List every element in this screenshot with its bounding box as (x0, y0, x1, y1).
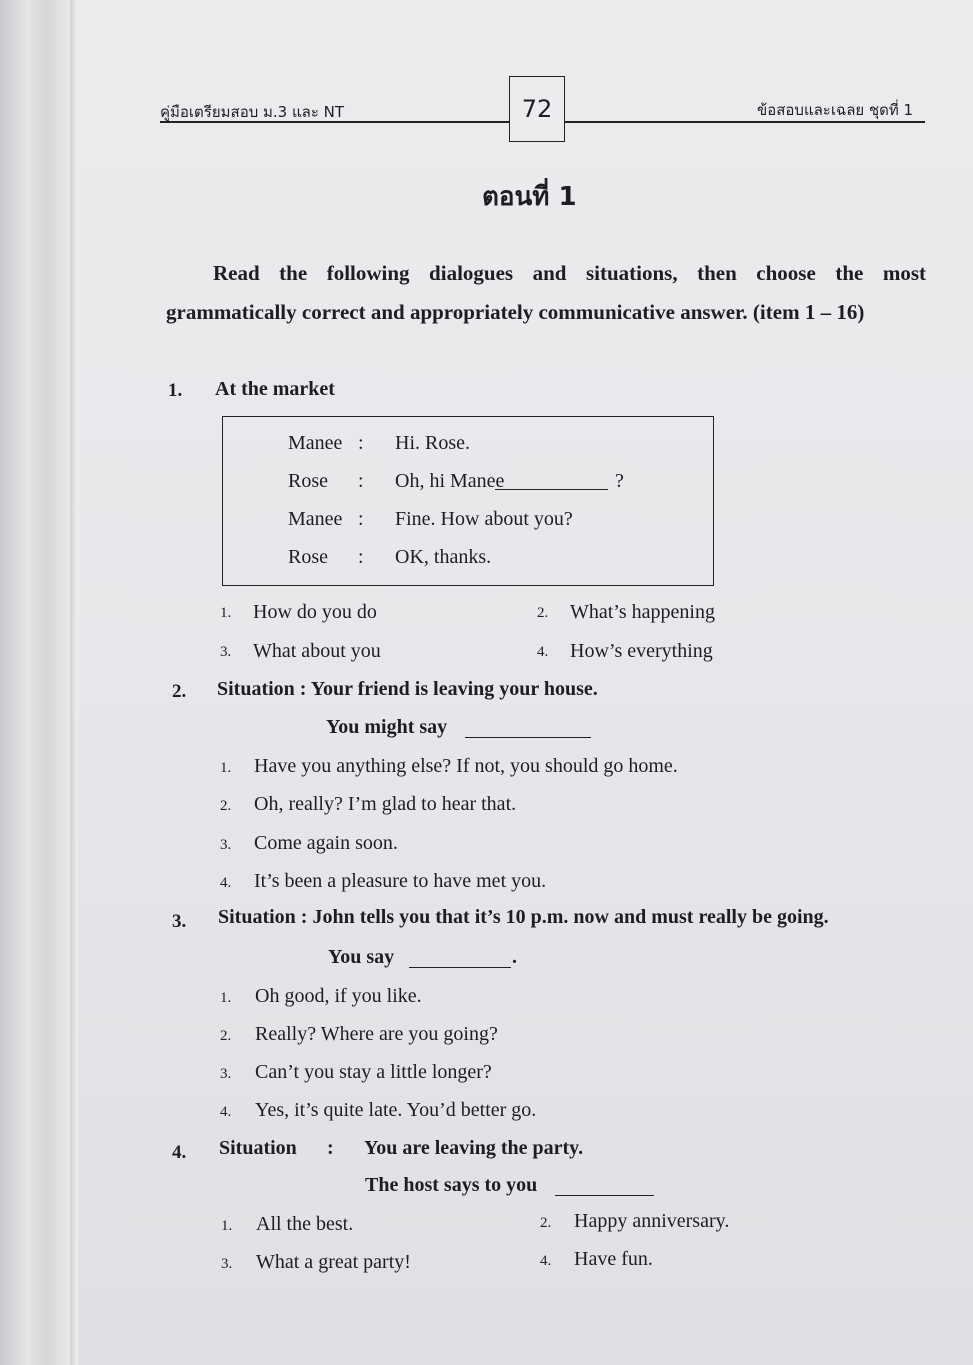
option-text[interactable]: Happy anniversary. (574, 1210, 730, 1232)
q3-prompt-period: . (512, 946, 517, 968)
q1-title: At the market (215, 378, 335, 400)
option-number: 2. (220, 798, 232, 814)
option-number: 3. (221, 1256, 233, 1272)
q2-situation: Situation : Your friend is leaving your house. (217, 678, 598, 700)
q4-situation-label: Situation (219, 1137, 297, 1159)
option-number: 1. (220, 760, 232, 776)
dialogue-line: OK, thanks. (395, 546, 492, 568)
dialogue-colon: : (358, 470, 364, 492)
option-number: 2. (537, 605, 549, 621)
dialogue-line: Fine. How about you? (395, 508, 573, 530)
option-number: 3. (220, 644, 232, 660)
instructions-line-1: Read the following dialogues and situations, then choose the most (213, 261, 926, 285)
q3-number: 3. (172, 911, 187, 932)
option-text[interactable]: Yes, it’s quite late. You’d better go. (255, 1099, 537, 1121)
option-number: 1. (220, 990, 232, 1006)
dialogue-colon: : (358, 508, 364, 530)
option-number: 3. (220, 1066, 232, 1082)
dialogue-speaker: Manee (288, 508, 343, 530)
option-text[interactable]: How do you do (253, 601, 377, 623)
answer-blank (555, 1179, 654, 1196)
book-spine (0, 0, 78, 1365)
option-text[interactable]: It’s been a pleasure to have met you. (254, 870, 547, 892)
option-text[interactable]: How’s everything (570, 640, 713, 662)
answer-blank (465, 721, 591, 738)
option-number: 4. (540, 1253, 552, 1269)
header-left: คู่มือเตรียมสอบ ม.3 และ NT (160, 103, 345, 121)
q4-number: 4. (172, 1142, 187, 1163)
dialogue-question-mark: ? (615, 470, 624, 492)
option-number: 4. (537, 644, 549, 660)
option-text[interactable]: Have fun. (574, 1248, 653, 1270)
q4-situation-colon: : (327, 1137, 334, 1159)
option-text[interactable]: What a great party! (256, 1251, 411, 1273)
dialogue-speaker: Manee (288, 432, 343, 454)
q1-number: 1. (168, 380, 183, 401)
spine-shadow (70, 0, 78, 1365)
option-text[interactable]: All the best. (256, 1213, 354, 1235)
option-text[interactable]: Oh good, if you like. (255, 985, 422, 1007)
option-number: 2. (540, 1215, 552, 1231)
answer-blank (409, 951, 511, 968)
dialogue-speaker: Rose (288, 470, 328, 492)
option-number: 1. (220, 605, 232, 621)
q2-number: 2. (172, 681, 187, 702)
dialogue-line: Oh, hi Manee (395, 470, 505, 492)
q4-situation-text: You are leaving the party. (364, 1137, 584, 1159)
dialogue-speaker: Rose (288, 546, 328, 568)
header-rule-left (160, 121, 509, 123)
option-text[interactable]: Have you anything else? If not, you should go home. (254, 755, 678, 777)
page-number: 72 (509, 76, 565, 142)
option-text[interactable]: What’s happening (570, 601, 715, 623)
dialogue-colon: : (358, 546, 364, 568)
q3-prompt: You say (328, 946, 395, 968)
dialogue-colon: : (358, 432, 364, 454)
option-text[interactable]: Come again soon. (254, 832, 398, 854)
option-text[interactable]: Can’t you stay a little longer? (255, 1061, 492, 1083)
q4-prompt: The host says to you (365, 1174, 538, 1196)
q2-prompt: You might say (326, 716, 448, 738)
header-right: ข้อสอบและเฉลย ชุดที่ 1 (757, 101, 914, 119)
option-text[interactable]: What about you (253, 640, 381, 662)
option-number: 3. (220, 837, 232, 853)
option-number: 4. (220, 875, 232, 891)
instructions-line-2: grammatically correct and appropriately communicative answer. (item 1 – 16) (166, 300, 865, 324)
answer-blank (495, 473, 608, 490)
dialogue-line: Hi. Rose. (395, 432, 470, 454)
option-number: 1. (221, 1218, 233, 1234)
section-title: ตอนที่ 1 (482, 182, 577, 212)
q3-situation: Situation : John tells you that it’s 10 p.m. now and must really be going. (218, 906, 829, 928)
option-text[interactable]: Oh, really? I’m glad to hear that. (254, 793, 517, 815)
option-number: 4. (220, 1104, 232, 1120)
option-text[interactable]: Really? Where are you going? (255, 1023, 498, 1045)
option-number: 2. (220, 1028, 232, 1044)
